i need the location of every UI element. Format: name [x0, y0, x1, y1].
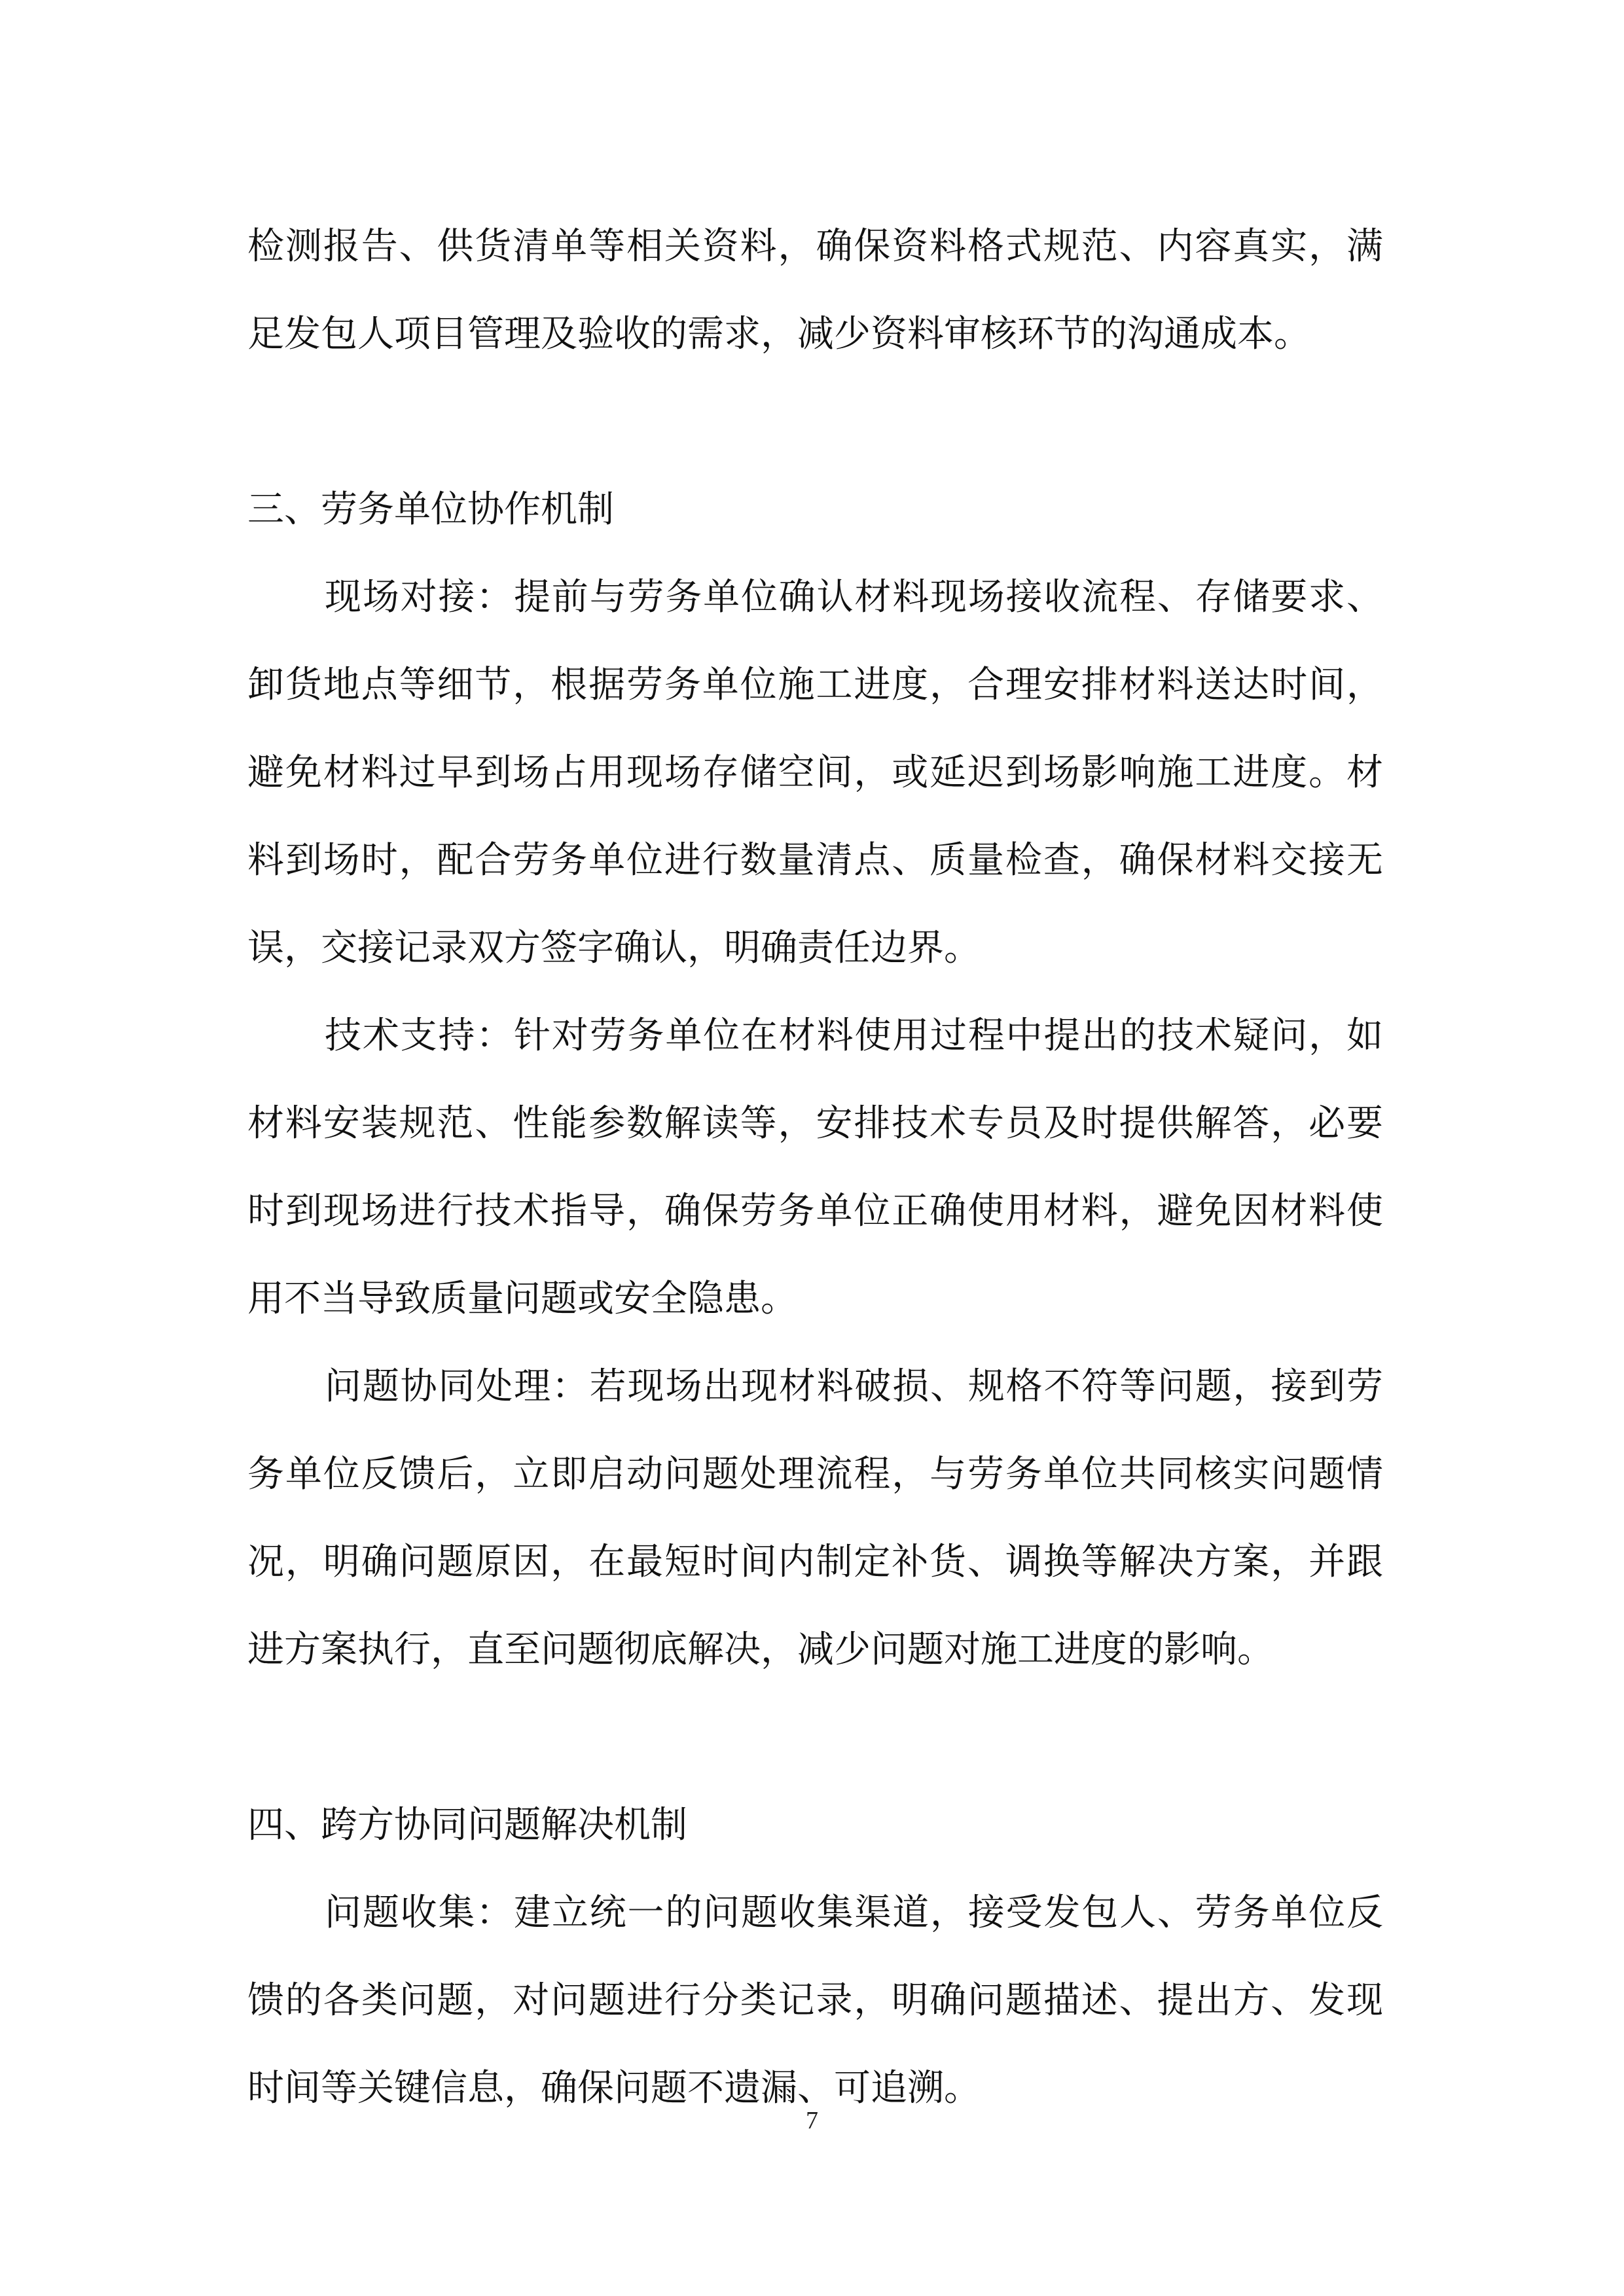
- paragraph-site-coordination: 现场对接：提前与劳务单位确认材料现场接收流程、存储要求、卸货地点等细节，根据劳务单位施工进度，合理安排材料送达时间，避免材料过早到场占用现场存储空间，或延迟到场影响施工进度。材料到场时，配合劳务单位进行数量清点、质量检查，确保材料交接无误，交接记录双方签字确认，明确责任边界。: [247, 576, 1383, 969]
- paragraph-issue-collection: 问题收集：建立统一的问题收集渠道，接受发包人、劳务单位反馈的各类问题，对问题进行分类记录，明确问题描述、提出方、发现时间等关键信息，确保问题不遗漏、可追溯。: [247, 1892, 1383, 2109]
- page-content: [247, 203, 1383, 2132]
- paragraph-technical-support: 技术支持：针对劳务单位在材料使用过程中提出的技术疑问，如材料安装规范、性能参数解读等，安排技术专员及时提供解答，必要时到现场进行技术指导，确保劳务单位正确使用材料，避免因材料使用不当导致质量问题或安全隐患。: [247, 1014, 1383, 1320]
- page-number: 7: [806, 2107, 818, 2134]
- section-spacer: [247, 378, 1383, 466]
- section-spacer: [247, 1694, 1383, 1782]
- paragraph-issue-handling: 问题协同处理：若现场出现材料破损、规格不符等问题，接到劳务单位反馈后，立即启动问题处理流程，与劳务单位共同核实问题情况，明确问题原因，在最短时间内制定补货、调换等解决方案，并跟进方案执行，直至问题彻底解决，减少问题对施工进度的影响。: [247, 1365, 1383, 1671]
- section-heading-4: 四、跨方协同问题解决机制: [247, 1804, 687, 1846]
- section-heading-3: 三、劳务单位协作机制: [247, 488, 614, 531]
- paragraph-continuation: 检测报告、供货清单等相关资料，确保资料格式规范、内容真实，满足发包人项目管理及验收的需求，减少资料审核环节的沟通成本。: [247, 225, 1383, 355]
